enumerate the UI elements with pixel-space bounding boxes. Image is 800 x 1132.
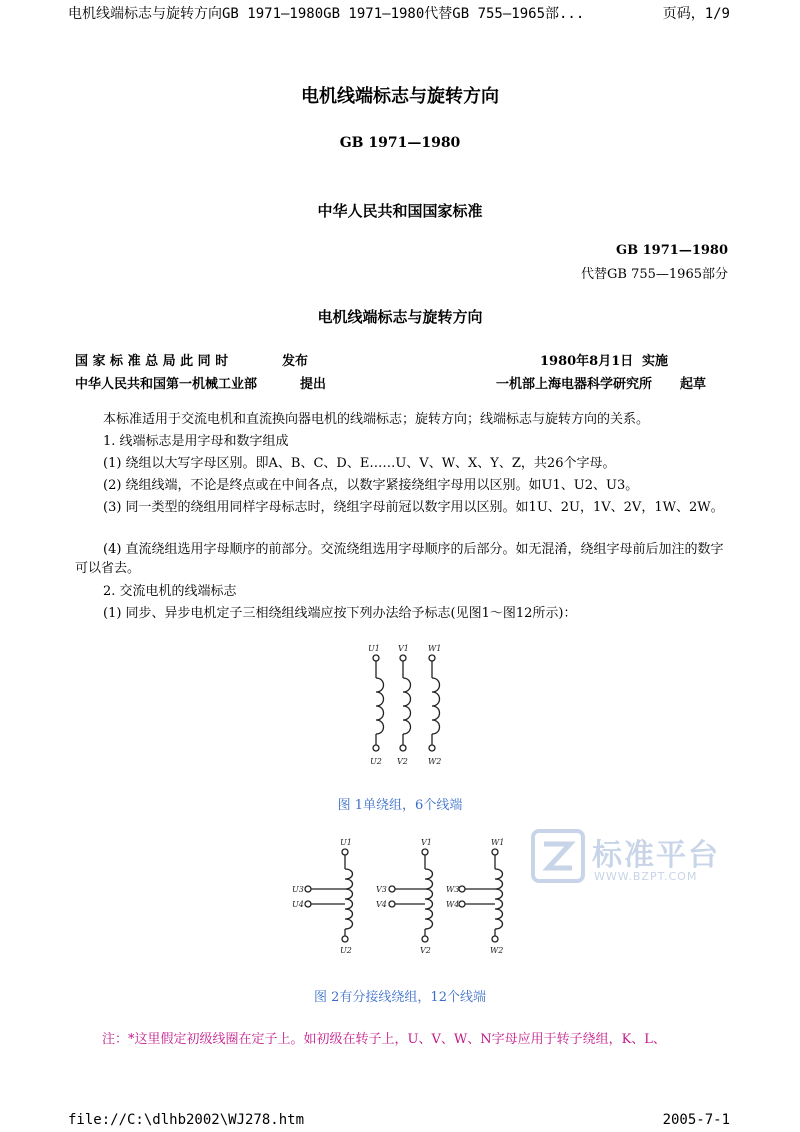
standard-title: 电机线端标志与旋转方向	[317, 308, 483, 326]
org-title: 中华人民共和国国家标准	[317, 202, 483, 220]
standard-code-right: GB 1971—1980	[616, 243, 728, 258]
fig1-label-w2: W2	[428, 757, 442, 766]
header-title: 电机线端标志与旋转方向GB 1971—1980GB 1971—1980代替GB 755—1965部...	[68, 6, 585, 22]
fig1-label-w1: W1	[428, 644, 442, 653]
figure-2-caption: 图 2有分接线绕组，12个线端	[314, 990, 486, 1005]
paragraph-2-1: (1) 同步、异步电机定子三相绕组线端应按下列办法给予标志(见图1～图12所示)：	[103, 606, 577, 621]
paragraph-1-4: (4) 直流绕组选用字母顺序的前部分。交流绕组选用字母顺序的后部分。如无混淆，绕组字母前后加注的数字可以省去。	[75, 542, 724, 576]
paragraph-1-2: (2) 绕组线端，不论是终点或在中间各点，以数字紧接绕组字母用以区别。如U1、U2、U3。	[103, 478, 639, 493]
paragraph-1: 1. 线端标志是用字母和数字组成	[103, 434, 289, 449]
fig2-label-u4: U4	[292, 900, 304, 909]
paragraph-2: 2. 交流电机的线端标志	[103, 584, 237, 599]
watermark	[530, 828, 730, 888]
issue-verb: 发布	[282, 354, 309, 369]
fig1-label-u1: U1	[368, 644, 380, 653]
fig1-label-v2: V2	[397, 757, 408, 766]
fig2-label-u3: U3	[292, 885, 304, 894]
figure-1-diagram	[350, 640, 460, 770]
replaces-note: 代替GB 755—1965部分	[581, 267, 728, 282]
paragraph-1-3: (3) 同一类型的绕组用同样字母标志时，绕组字母前冠以数字用以区别。如1U、2U，1V、2V，1W、2W。	[103, 500, 724, 515]
fig2-label-w4: W4	[446, 900, 460, 909]
figure-2-diagram	[290, 836, 520, 958]
fig2-label-v2: V2	[420, 946, 431, 955]
file-path: file://C:\dlhb2002\WJ278.htm	[68, 1112, 305, 1128]
fig2-label-v3: V3	[376, 885, 387, 894]
effective-date: 1980年8月1日	[540, 354, 634, 369]
effective-verb: 实施	[642, 354, 669, 369]
footnote: 注：*这里假定初级线圈在定子上。如初级在转子上，U、V、W、N字母应用于转子绕组，K、L、	[102, 1032, 666, 1047]
drafter: 一机部上海电器科学研究所	[496, 377, 653, 392]
fig1-label-u2: U2	[370, 757, 382, 766]
paragraph-scope: 本标准适用于交流电机和直流换向器电机的线端标志；旋转方向；线端标志与旋转方向的关系。	[103, 412, 650, 427]
fig2-label-u1: U1	[340, 838, 352, 847]
page-header	[0, 0, 800, 22]
page-footer	[0, 1110, 800, 1132]
print-date: 2005-7-1	[662, 1112, 730, 1128]
fig2-label-w3: W3	[446, 885, 460, 894]
proposer: 中华人民共和国第一机械工业部	[75, 377, 258, 392]
watermark-url: WWW.BZPT.COM	[594, 870, 698, 883]
page-number: 页码，1/9	[662, 6, 730, 22]
fig2-label-w2: W2	[490, 946, 504, 955]
fig2-label-w1: W1	[491, 838, 505, 847]
fig1-label-v1: V1	[398, 644, 409, 653]
watermark-text: 标准平台	[592, 838, 720, 873]
document-title: 电机线端标志与旋转方向	[301, 86, 499, 107]
fig2-label-v1: V1	[421, 838, 432, 847]
proposer-verb: 提出	[300, 377, 327, 392]
standard-code: GB 1971—1980	[339, 135, 461, 151]
fig2-label-v4: V4	[376, 900, 387, 909]
paragraph-1-1: (1) 绕组以大写字母区别。即A、B、C、D、E……U、V、W、X、Y、Z，共26个字母。	[103, 456, 616, 471]
issuer: 国 家 标 准 总 局 此 同 时	[75, 354, 229, 369]
drafter-verb: 起草	[680, 377, 707, 392]
figure-1-caption: 图 1单绕组，6个线端	[337, 798, 463, 813]
fig2-label-u2: U2	[340, 946, 352, 955]
watermark-logo-icon	[530, 828, 586, 886]
